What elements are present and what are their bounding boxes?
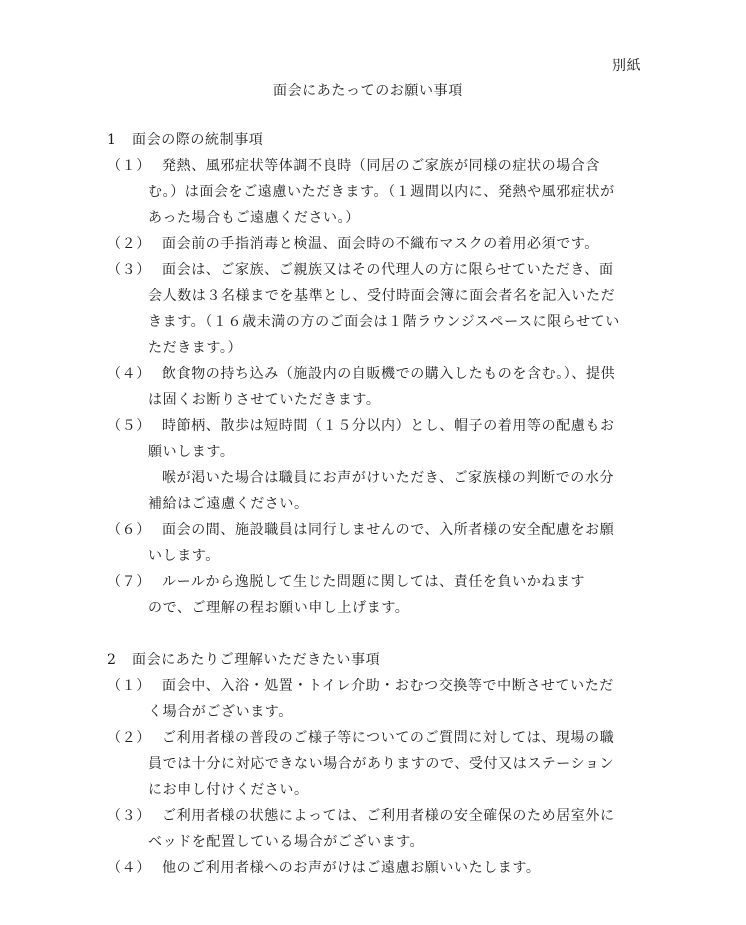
item-text-line: 面会前の手指消毒と検温、面会時の不織布マスクの着用必須です。: [162, 236, 599, 252]
section-title: 面会にあたりご理解いただきたい事項: [132, 652, 381, 668]
item-text-line: ご利用者様の普段のご様子等についてのご質問に対しては、現場の職: [162, 730, 615, 746]
item-text-line: 飲食物の持ち込み（施設内の自販機での購入したものを含む。）、提供: [162, 366, 616, 382]
item-text-line: ただきます。）: [148, 340, 243, 356]
item-number: （１）: [107, 678, 151, 694]
section-title: 面会の際の統制事項: [132, 132, 264, 148]
item-text-line: く場合がございます。: [148, 704, 293, 720]
item-text-line: 面会中、入浴・処置・トイレ介助・おむつ交換等で中断させていただ: [162, 678, 614, 694]
item-number: （１）: [107, 158, 151, 174]
item-text-line: にお申し付けください。: [148, 782, 309, 798]
item-number: （２）: [107, 730, 151, 746]
item-text-line: 発熱、風邪症状等体調不良時（同居のご家族が同様の症状の場合含: [162, 158, 600, 174]
item-text-line: 面会の間、施設職員は同行しませんので、入所者様の安全配慮をお願: [162, 522, 615, 538]
item-text-line: 他のご利用者様へのお声がけはご遠慮お願いいたします。: [162, 860, 541, 876]
item-number: （３）: [107, 262, 151, 278]
item-text-line: きます。（１６歳未満の方のご面会は１階ラウンジスペースに限らせてい: [148, 314, 620, 330]
item-text-line: は固くお断りさせていただきます。: [148, 392, 381, 408]
item-number: （４）: [107, 860, 151, 876]
item-text-line: 員では十分に対応できない場合がありますので、受付又はステーション: [148, 756, 615, 772]
item-number: （４）: [107, 366, 151, 382]
section-2-heading: [107, 651, 380, 669]
item-text-line: む。）は面会をご遠慮いただきます。（１週間以内に、発熱や風邪症状が: [148, 184, 615, 200]
item-text-line: 補給はご遠慮ください。: [148, 496, 309, 512]
item-text-line: 会人数は３名様までを基準とし、受付時面会簿に面会者名を記入いただ: [148, 288, 616, 304]
item-number: （２）: [107, 236, 151, 252]
section-1-heading: [107, 131, 263, 149]
item-number: （５）: [107, 418, 151, 434]
item-number: （６）: [107, 522, 151, 538]
item-number: （７）: [107, 574, 151, 590]
item-text-line: 面会は、ご家族、ご親族又はその代理人の方に限らせていただき、面: [162, 262, 614, 278]
item-text-line: ご利用者様の状態によっては、ご利用者様の安全確保のため居室外に: [162, 808, 615, 824]
section-number: 2: [107, 652, 117, 668]
item-text-line: いします。: [148, 548, 220, 564]
attachment-label: 別紙: [612, 58, 642, 74]
section-number: 1: [107, 132, 117, 148]
item-text-line: ので、ご理解の程お願い申し上げます。: [148, 600, 410, 616]
item-text-line: ルールから逸脱して生じた問題に関しては、責任を負いかねます: [162, 574, 586, 590]
item-text-line: 喉が渇いた場合は職員にお声がけいただき、ご家族様の判断での水分: [162, 470, 615, 486]
item-number: （３）: [107, 808, 151, 824]
item-text-line: 時節柄、散歩は短時間（１５分以内）とし、帽子の着用等の配慮もお: [162, 418, 615, 434]
item-text-line: 願いします。: [148, 444, 235, 460]
item-text-line: あった場合もご遠慮ください。）: [148, 210, 360, 226]
item-text-line: ベッドを配置している場合がございます。: [148, 834, 425, 850]
document-title: 面会にあたってのお願い事項: [273, 83, 463, 99]
